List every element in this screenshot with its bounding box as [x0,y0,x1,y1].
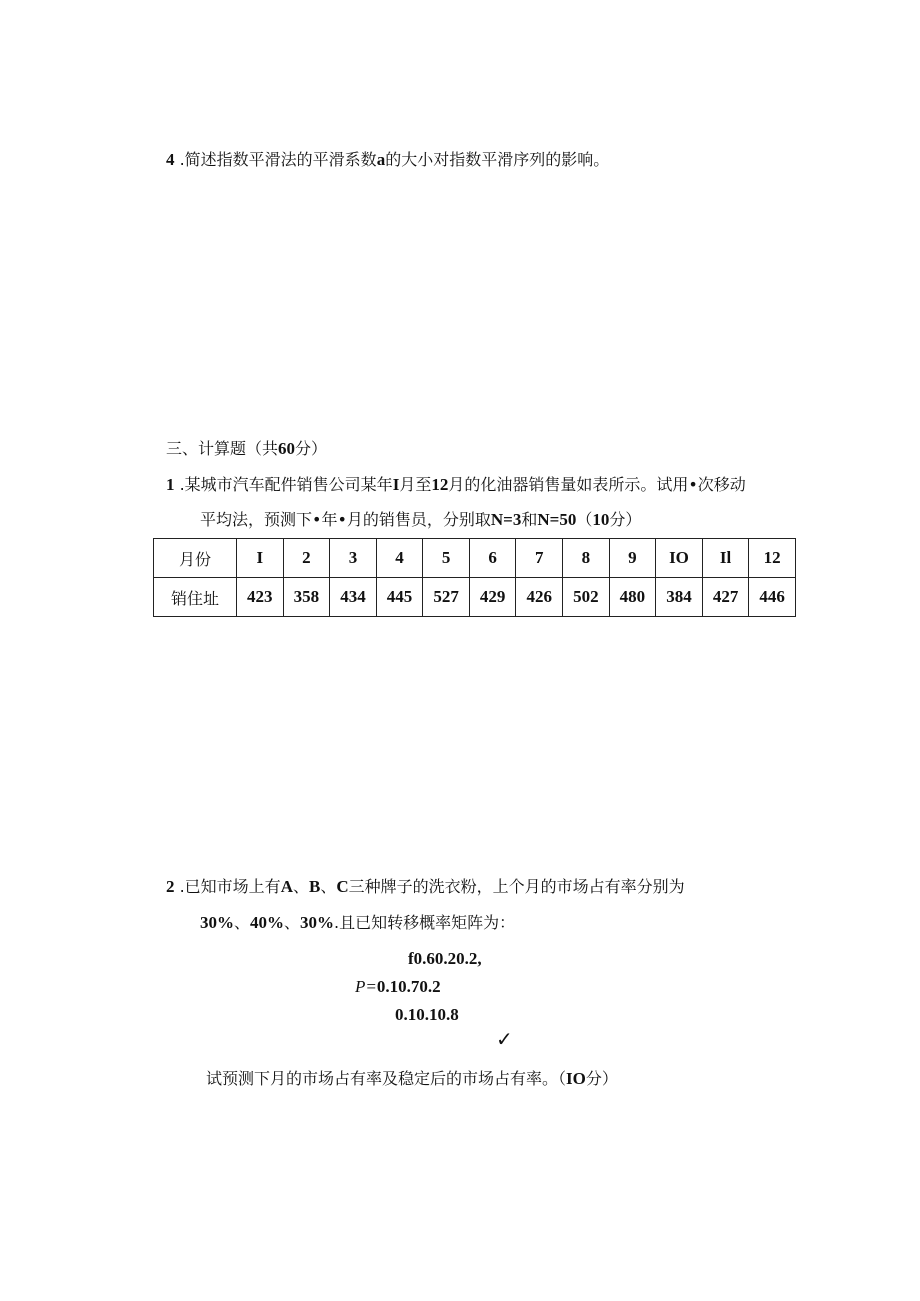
question-text: .某城市汽车配件销售公司某年 [174,475,393,494]
question-text: 分） [609,510,642,529]
question-1-line-2 [200,509,641,531]
check-mark-icon: ✓ [496,1027,513,1051]
table-cell-sales: 423 [237,578,284,617]
table-cell-month: 2 [283,539,330,578]
table-cell-month: IO [656,539,703,578]
table-header-sales: 销住址 [154,578,237,617]
question-text: .且已知转移概率矩阵为： [334,913,516,932]
table-cell-month: 8 [563,539,610,578]
table-cell-month: 3 [330,539,377,578]
table-cell-sales: 384 [656,578,703,617]
question-text: 和 [521,510,538,529]
separator: 、 [320,877,337,896]
matrix-row-3: 0.10.10.8 [395,1005,459,1024]
brand-a: A [280,877,293,896]
question-text: 月至 [399,475,432,494]
brand-b: B [308,877,321,896]
question-text: .已知市场上有 [174,877,281,896]
section-heading-end: 分） [295,439,328,458]
table-cell-month: Il [702,539,749,578]
share-b: 40% [250,913,285,932]
question-4 [166,149,609,171]
table-cell-sales: 480 [609,578,656,617]
month-start: I [392,475,400,494]
sales-table [153,538,796,617]
table-cell-sales: 426 [516,578,563,617]
brand-c: C [336,877,349,896]
table-row-sales [154,578,796,617]
table-cell-sales: 427 [702,578,749,617]
question-text: 试预测下月的市场占有率及稳定后的市场占有率。（ [206,1069,567,1088]
table-cell-month: 12 [749,539,796,578]
question-text: .简述指数平滑法的平滑系数 [174,150,377,169]
matrix-row-2 [355,976,441,998]
table-cell-month: I [237,539,284,578]
separator: 、 [234,913,251,932]
points: IO [566,1069,586,1088]
share-c: 30% [300,913,335,932]
table-cell-month: 4 [376,539,423,578]
separator: 、 [292,877,309,896]
section-points: 60 [278,439,296,458]
section-heading [166,438,327,460]
matrix-label: P= [355,977,377,996]
question-number: 1 [166,475,175,494]
question-text: 月的化油器销售量如表所示。试用•次移动 [448,475,746,494]
question-text: 平均法，预测下•年•月的销售员，分别取 [200,510,491,529]
table-cell-month: 9 [609,539,656,578]
table-cell-sales: 434 [330,578,377,617]
n-value-2: N=50 [537,510,577,529]
separator: 、 [284,913,301,932]
question-2-line-3 [206,1068,618,1090]
question-2-line-2 [200,912,515,934]
points: 10 [592,510,610,529]
table-cell-month: 6 [469,539,516,578]
table-cell-month: 5 [423,539,470,578]
table-cell-sales: 429 [469,578,516,617]
table-header-month: 月份 [154,539,237,578]
question-2-line-1 [166,876,685,898]
table-row-months [154,539,796,578]
table-cell-sales: 502 [563,578,610,617]
question-text-end: 的大小对指数平滑序列的影响。 [385,150,610,169]
question-1-line-1 [166,474,746,496]
table-cell-sales: 527 [423,578,470,617]
matrix-row-2-values: 0.10.70.2 [376,977,441,996]
question-text: 三种牌子的洗衣粉，上个月的市场占有率分别为 [348,877,685,896]
question-text: 分） [585,1069,618,1088]
month-end: 12 [431,475,449,494]
table-cell-month: 7 [516,539,563,578]
alpha-symbol: a [376,150,386,169]
table-cell-sales: 445 [376,578,423,617]
table-cell-sales: 358 [283,578,330,617]
matrix-row-1: f0.60.20.2, [408,949,482,968]
question-number: 2 [166,877,175,896]
n-value-1: N=3 [490,510,522,529]
table-cell-sales: 446 [749,578,796,617]
question-text: （ [576,510,593,529]
section-heading-label: 三、计算题（共 [166,439,279,458]
question-number: 4 [166,150,175,169]
share-a: 30% [200,913,234,932]
